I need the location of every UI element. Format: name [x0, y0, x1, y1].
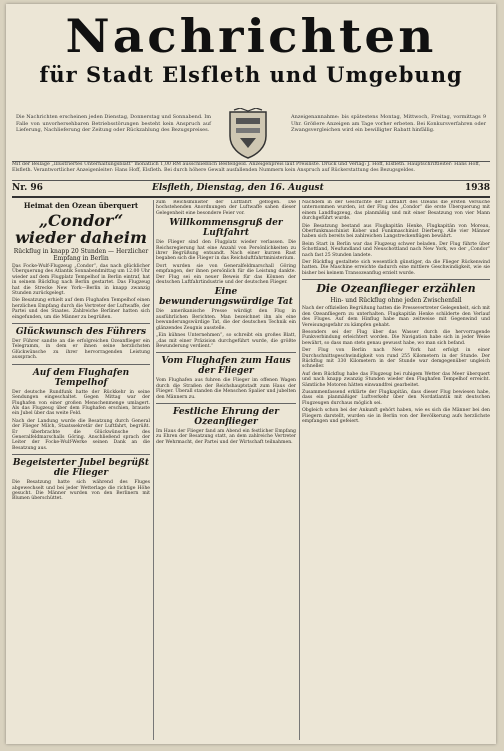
article-paragraph: Zusammenfassend erklärte der Flugkapitän, dass dieser Flug bewiesen habe, dass ein planmäßiger Luftverkehr über den Nordatlantik mit deutschen Flugzeugen durchaus möglich sei. — [302, 389, 490, 406]
kicker: Heimat den Ozean überquert — [23, 201, 139, 210]
section-headline: Vom Flughafen zum Haus der Flieger — [161, 356, 291, 377]
article-paragraph: Nach der Landung wurde die Besatzung durch General der Flieger Milch, Staatssekretär der Luftfahrt, begrüßt. Er überbrachte die Glückwünsche des Generalfeldmarschalls Göring. Anschließend sprach der Leiter der Focke-Wulf-Werke seinen Dank an die Besatzung aus. — [12, 418, 150, 451]
column-1 — [12, 200, 150, 740]
section-headline: Auf dem Flughafen Tempelhof — [32, 367, 130, 388]
article-paragraph: Die Flieger sind den Flugplatz wieder verlassen. Die Reichsregierung hat eine Anzahl von Persönlichkeiten zu ihrer Begrüßung entsandt. Nach einer kurzen Rast begaben sich die Flieger in das Reichsluftfahrtministerium. — [156, 240, 296, 262]
newspaper-page — [6, 4, 496, 744]
advertising-info: Anzeigenannahme: bis spätestens Montag, Mittwoch, Freitag, vormittags 9 Uhr. Größere Anzeigen am Tage vorher erbeten. Bei Konkursverfahren oder Zwangsvergleichen wird ein bewilligter Rabatt hinfällig. — [291, 114, 486, 133]
article-paragraph: Nach der offiziellen Begrüßung hatten die Pressevertreter Gelegenheit, sich mit den Ozeanfliegern zu unterhalten. Flugkapitän Henke schilderte den Verlauf des Fluges. Auf dem Hinflug habe man zeitweise mit Gegenwind und Vereisungsgefahr zu kämpfen gehabt. — [302, 306, 490, 328]
divider — [12, 454, 150, 455]
article-paragraph: Im Haus der Flieger fand am Abend ein festlicher Empfang zu Ehren der Besatzung statt, an dem zahlreiche Vertreter der Wehrmacht, der Partei und der Wirtschaft teilnahmen. — [156, 428, 296, 445]
section-headline: Eine bewunderungswürdige Tat — [159, 287, 293, 308]
column-3 — [302, 200, 490, 740]
article-paragraph: Dort wurden sie von Generalfeldmarschall Göring empfangen, der ihnen persönlich für die Leistung dankte. Der Flug sei ein neuer Beweis für das Können der deutschen Luftfahrtindustrie und der deutschen Flieger. — [156, 263, 296, 286]
article-paragraph: Der deutsche Rundfunk hatte der Rückkehr in seine Sendungen eingeschaltet. Gegen Mittag war der Flughafen von einer großen Menschenmenge umlagert. Als das Flugzeug über dem Flughafen erschien, brauste ein Jubel über das weite Feld. — [12, 389, 150, 417]
main-headline: „Condor“ wieder daheim — [15, 211, 147, 247]
section-headline: Glückwunsch des Führers — [15, 327, 147, 338]
article-paragraph: Beim Start in Berlin war das Flugzeug schwer beladen. Der Flug führte über Schottland, Neufundland und Neuschottland nach New York, wo der „Condor“ nach fast 25 Stunden landete. — [302, 241, 490, 258]
issue-year: 1938 — [464, 183, 490, 193]
column-rule — [153, 200, 154, 740]
masthead — [6, 10, 496, 110]
article-paragraph: Der Flug von Berlin nach New York hat erfolgt in einer Durchschnittsgeschwindigkeit von rund 255 Kilometern in der Stunde. Der Rückflug mit 330 Kilometern in der Stunde war demgegenüber ungleich schneller. — [302, 348, 490, 370]
main-subhead: Rückflug in knapp 20 Stunden — Herzlicher Empfang in Berlin — [13, 248, 149, 262]
newspaper-title: Nachrichten — [65, 9, 437, 63]
article-paragraph: Der Rückflug gestaltete sich wesentlich günstiger, da die Flieger Rückenwind hatten. Die Maschine erreichte dadurch eine mittlere Geschwindigkeit, wie sie bisher bei keinem Transozeanflug erzielt wurde. — [302, 260, 490, 276]
article-paragraph: Die amerikanische Presse würdigt den Flug in ausführlichen Berichten. Man bezeichnet ihn als eine bewunderungswürdige Tat, die der deutschen Technik ein glänzendes Zeugnis ausstelle. — [156, 309, 296, 331]
article-paragraph: Obgleich schon bei der Ankunft gehört haben, wie es sich die Männer bei den Fliegern darstellt, wurden sie in Berlin von der Bevölkerung aufs herzlichste empfangen und gefeiert. — [302, 408, 490, 424]
section-subhead: Hin- und Rückflug ohne jeden Zwischenfall — [330, 297, 462, 305]
subscription-info: Die Nachrichten erscheinen jeden Dienstag, Donnerstag und Sonnabend. Im Falle von unvorhersehbaren Betriebsstörungen besteht kein Anspruch auf Lieferung, Nachlieferung der Zeitung oder Rückzahlung des Bezugspreises. — [16, 114, 211, 133]
article-paragraph: Die Besatzung hatte sich während des Fluges abgewechselt und bei jeder Wetterlage die richtige Höhe gesucht. Die Männer wurden von den Berlinern mit Blumen überschüttet. — [12, 480, 150, 502]
column-2 — [156, 200, 296, 740]
article-paragraph: „Ein kühnes Unternehmen“, so schreibt ein großes Blatt, „das mit einer Präzision durchgeführt wurde, die größte Bewunderung verdient.“ — [156, 333, 296, 349]
article-paragraph: Besonders sei der Flug über das Wasser durch die hervorragende Funkverbindung erleichtert worden. Die Navigation habe sich in jeder Weise bewährt, so dass man stets genau gewusst habe, wo man sich befand. — [302, 329, 490, 346]
section-headline: Begeisterter Jubel begrüßt die Flieger — [12, 458, 150, 479]
issue-number: Nr. 96 — [12, 183, 43, 193]
article-paragraph: Das Focke-Wulf-Flugzeug „Condor“, das nach glücklicher Überquerung des Atlantik Sonnabendmittag um 12.00 Uhr wieder auf dem Flugplatz Tempelhof in Berlin eintraf, hat in seinem Rückflug nach Berlin gestartet. Das Flugzeug hat die Strecke New York—Berlin in knapp zwanzig Stunden zurückgelegt. — [12, 264, 150, 297]
newspaper-subtitle: für Stadt Elsfleth und Umgebung — [39, 62, 463, 87]
info-row — [16, 114, 486, 160]
article-paragraph: Die Besatzung bestand aus Flugkapitän Henke, Flugkapitän von Moreau, Oberfunkmaschinist Kober und Funkmaschinist Dierberg. Alle vier Männer haben sich bereits bei zahlreichen Langstreckenflügen bewährt. — [302, 223, 490, 240]
article-paragraph: zum Reichsminister der Luftfahrt geflogen. Die hochstehenden Anordnungen der Luftwaffe sahen dieser Gelegenheit eine besondere Feier vor. — [156, 200, 296, 216]
section-headline: Willkommensgruß der Luftfahrt — [169, 218, 283, 239]
place-date: Elsfleth, Dienstag, den 16. August — [152, 183, 324, 193]
divider — [302, 279, 490, 280]
article-paragraph: Die Besatzung erhielt auf dem Flughafen Tempelhof einen herzlichen Empfang durch die Vertreter der Luftwaffe, der Partei und des Staates. Zahlreiche Berliner hatten sich eingefunden, um die Männer zu begrüßen. — [12, 298, 150, 320]
divider — [12, 364, 150, 365]
article-paragraph: Der Führer sandte an die erfolgreichen Ozeanflieger ein Telegramm, in dem er ihnen seine herzlichsten Glückwünsche zu ihrer hervorragenden Leistung aussprach. — [12, 339, 150, 361]
column-rule — [299, 200, 300, 740]
publisher-strip: Mit der Beilage „Illustriertes Unterhaltungsblatt“ monatlich 1,00 RM ausschließlich Bestellgeld. Anzeigenpreis laut Preisliste. Druck und Verlag: J. Hoff, Elsfleth. Hauptschriftleiter: Hans Hoff, Elsfleth. Verantwortlicher Anzeigenleiter: Hans Hoff, Elsfleth. Bei durch höhere Gewalt ausfallenden Nummern kein Anspruch auf Rückerstattung des Bezugsgeldes. — [12, 161, 490, 181]
section-headline: Die Ozeanflieger erzählen — [316, 282, 476, 296]
article-paragraph: Auf dem Rückflug habe das Flugzeug bei ruhigem Wetter das Meer überquert und nach knapp zwanzig Stunden wieder den Flughafen Tempelhof erreicht. Sämtliche Motoren hätten einwandfrei gearbeitet. — [302, 371, 490, 388]
divider — [156, 403, 296, 404]
divider — [12, 323, 150, 324]
section-headline: Festliche Ehrung der Ozeanflieger — [173, 406, 279, 427]
dateline — [12, 182, 490, 198]
coat-of-arms-icon — [226, 108, 270, 160]
divider — [156, 352, 296, 353]
article-paragraph: Nachdem in der Geschichte der Luftfahrt des Ozeans die ersten Versuche unternommen wurden, ist der Flug des „Condor“ die erste Überquerung mit einem Landflugzeug, das planmäßig und mit einer Besatzung von vier Mann durchgeführt wurde. — [302, 200, 490, 222]
article-paragraph: Vom Flughafen aus fuhren die Flieger im offenen Wagen durch die Straßen der Reichshauptstadt zum Haus der Flieger. Überall standen die Menschen Spalier und jubelten den Männern zu. — [156, 378, 296, 400]
